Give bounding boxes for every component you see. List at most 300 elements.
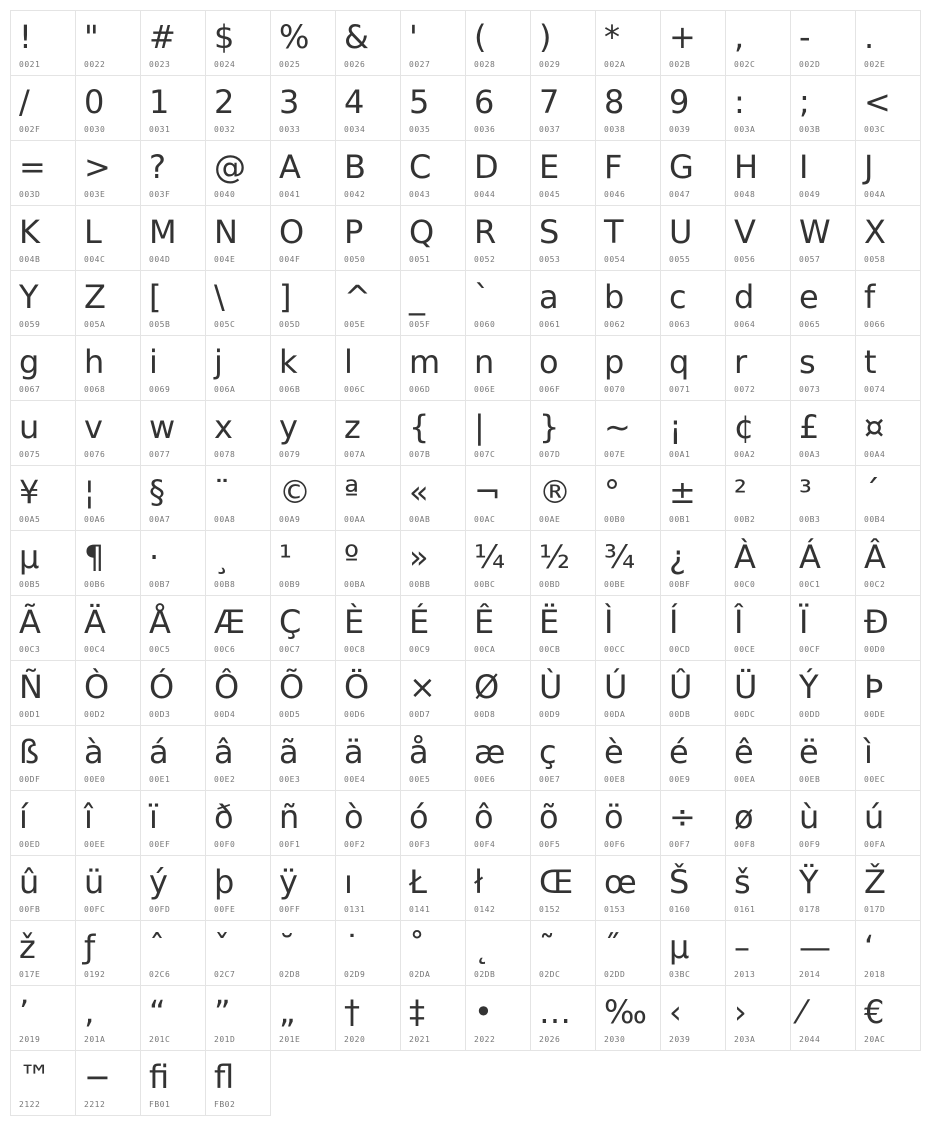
glyph-cell (335, 205, 401, 271)
glyph-char: Ö (344, 668, 370, 706)
glyph-cell (400, 140, 466, 206)
glyph-cell (75, 400, 141, 466)
glyph-code: 02DB (474, 970, 496, 979)
glyph-cell (725, 140, 791, 206)
glyph-cell (660, 530, 726, 596)
glyph-cell (205, 855, 271, 921)
glyph-cell (400, 985, 466, 1051)
glyph-cell (790, 335, 856, 401)
glyph-char: 2 (214, 83, 235, 121)
glyph-code: 2019 (19, 1035, 41, 1044)
glyph-code: 0042 (344, 190, 366, 199)
glyph-cell (465, 10, 531, 76)
glyph-cell (595, 10, 661, 76)
glyph-char: t (864, 343, 877, 381)
glyph-code: 2212 (84, 1100, 106, 1109)
glyph-code: 00BF (669, 580, 691, 589)
glyph-char: Ò (84, 668, 110, 706)
glyph-char: › (734, 993, 747, 1031)
glyph-char: 6 (474, 83, 495, 121)
glyph-char: Í (669, 603, 679, 641)
glyph-char: s (799, 343, 816, 381)
glyph-cell (335, 660, 401, 726)
glyph-code: 00E1 (149, 775, 171, 784)
glyph-code: 00CC (604, 645, 626, 654)
glyph-cell (400, 400, 466, 466)
glyph-code: 00CE (734, 645, 756, 654)
glyph-code: 0069 (149, 385, 171, 394)
glyph-code: 0053 (539, 255, 561, 264)
glyph-char: z (344, 408, 361, 446)
glyph-char: ﬁ (149, 1058, 170, 1096)
glyph-code: 004E (214, 255, 236, 264)
glyph-cell (855, 530, 921, 596)
glyph-char: ó (409, 798, 429, 836)
glyph-cell (335, 400, 401, 466)
glyph-cell (855, 660, 921, 726)
glyph-cell (335, 530, 401, 596)
glyph-char: Ó (149, 668, 175, 706)
glyph-cell (400, 920, 466, 986)
glyph-code: 0074 (864, 385, 886, 394)
glyph-cell (205, 725, 271, 791)
glyph-cell (205, 1050, 271, 1116)
glyph-cell (140, 75, 206, 141)
glyph-char: v (84, 408, 103, 446)
glyph-cell (140, 335, 206, 401)
glyph-cell (465, 400, 531, 466)
glyph-cell (790, 855, 856, 921)
glyph-cell (140, 10, 206, 76)
glyph-cell (335, 855, 401, 921)
glyph-char: * (604, 18, 620, 56)
glyph-code: 0022 (84, 60, 106, 69)
glyph-char: ¶ (84, 538, 105, 576)
glyph-code: 0061 (539, 320, 561, 329)
glyph-char: Ô (214, 668, 240, 706)
glyph-cell (725, 400, 791, 466)
glyph-char: µ (19, 538, 40, 576)
glyph-code: 0077 (149, 450, 171, 459)
glyph-char: ” (214, 993, 231, 1031)
glyph-char: Ø (474, 668, 500, 706)
glyph-code: 0056 (734, 255, 756, 264)
glyph-cell (465, 985, 531, 1051)
glyph-cell (270, 465, 336, 531)
glyph-char: « (409, 473, 429, 511)
glyph-char: ½ (539, 538, 571, 576)
glyph-code: 00F1 (279, 840, 301, 849)
glyph-char: » (409, 538, 429, 576)
glyph-char: g (19, 343, 40, 381)
glyph-char: > (84, 148, 111, 186)
glyph-code: 00F6 (604, 840, 626, 849)
glyph-char: U (669, 213, 693, 251)
glyph-code: 00A3 (799, 450, 821, 459)
glyph-code: 00D2 (84, 710, 106, 719)
glyph-cell (530, 985, 596, 1051)
glyph-cell (725, 660, 791, 726)
glyph-cell (725, 270, 791, 336)
glyph-code: 00DD (799, 710, 821, 719)
glyph-cell (530, 660, 596, 726)
glyph-char: Ï (799, 603, 809, 641)
glyph-code: 203A (734, 1035, 756, 1044)
glyph-char: 8 (604, 83, 625, 121)
glyph-code: 0153 (604, 905, 626, 914)
glyph-char: ã (279, 733, 299, 771)
glyph-char: ³ (799, 473, 812, 511)
glyph-char: u (19, 408, 40, 446)
glyph-cell (205, 400, 271, 466)
glyph-cell (75, 140, 141, 206)
glyph-code: 00E7 (539, 775, 561, 784)
glyph-char: A (279, 148, 301, 186)
glyph-cell (725, 75, 791, 141)
glyph-cell (205, 335, 271, 401)
glyph-code: 0032 (214, 125, 236, 134)
glyph-char: Ž (864, 863, 886, 901)
glyph-code: 00FB (19, 905, 41, 914)
glyph-char: C (409, 148, 432, 186)
glyph-char: _ (409, 278, 425, 316)
glyph-code: 007E (604, 450, 626, 459)
glyph-char: ¼ (474, 538, 506, 576)
glyph-char: T (604, 213, 624, 251)
glyph-cell (595, 985, 661, 1051)
glyph-cell (75, 790, 141, 856)
glyph-code: 2030 (604, 1035, 626, 1044)
glyph-char: J (864, 148, 874, 186)
glyph-char: Å (149, 603, 171, 641)
glyph-cell (725, 790, 791, 856)
glyph-cell (10, 140, 76, 206)
glyph-cell (790, 465, 856, 531)
glyph-code: 00B6 (84, 580, 106, 589)
glyph-cell (855, 465, 921, 531)
glyph-char: W (799, 213, 831, 251)
glyph-char: ç (539, 733, 557, 771)
glyph-code: 003B (799, 125, 821, 134)
glyph-code: 0062 (604, 320, 626, 329)
glyph-code: 00C2 (864, 580, 886, 589)
glyph-cell (465, 920, 531, 986)
glyph-cell (10, 855, 76, 921)
glyph-code: 0051 (409, 255, 431, 264)
glyph-char: ƒ (84, 928, 96, 966)
glyph-code: 2039 (669, 1035, 691, 1044)
glyph-char: Ý (799, 668, 819, 706)
glyph-code: 0052 (474, 255, 496, 264)
glyph-cell (725, 920, 791, 986)
glyph-char: ´ (864, 473, 880, 511)
glyph-code: 00EF (149, 840, 171, 849)
glyph-cell (335, 75, 401, 141)
glyph-char: a (539, 278, 559, 316)
glyph-code: 0038 (604, 125, 626, 134)
glyph-cell (75, 530, 141, 596)
glyph-cell (595, 595, 661, 661)
glyph-char: Û (669, 668, 693, 706)
glyph-cell (270, 10, 336, 76)
glyph-code: 00BD (539, 580, 561, 589)
glyph-char: h (84, 343, 105, 381)
glyph-cell (335, 985, 401, 1051)
glyph-char: Ð (864, 603, 889, 641)
glyph-code: 00DA (604, 710, 626, 719)
glyph-code: 00C7 (279, 645, 301, 654)
glyph-code: 002D (799, 60, 821, 69)
glyph-char: ı (344, 863, 353, 901)
glyph-code: 0047 (669, 190, 691, 199)
glyph-char: % (279, 18, 310, 56)
glyph-char: c (669, 278, 687, 316)
glyph-cell (205, 530, 271, 596)
glyph-char: ¹ (279, 538, 292, 576)
glyph-code: 005C (214, 320, 236, 329)
glyph-code: 00B1 (669, 515, 691, 524)
glyph-code: 005F (409, 320, 431, 329)
glyph-char: ‹ (669, 993, 682, 1031)
glyph-cell (75, 985, 141, 1051)
glyph-char: Z (84, 278, 106, 316)
glyph-cell (270, 205, 336, 271)
glyph-code: 00ED (19, 840, 41, 849)
glyph-cell (595, 725, 661, 791)
glyph-code: 0066 (864, 320, 886, 329)
glyph-grid (10, 10, 920, 1115)
glyph-char: Õ (279, 668, 305, 706)
glyph-cell (660, 725, 726, 791)
glyph-code: 0024 (214, 60, 236, 69)
glyph-char: • (474, 993, 493, 1031)
glyph-code: 00BB (409, 580, 431, 589)
glyph-cell (660, 270, 726, 336)
glyph-cell (335, 725, 401, 791)
glyph-char: . (864, 18, 875, 56)
glyph-char: Ë (539, 603, 560, 641)
glyph-code: 00E3 (279, 775, 301, 784)
glyph-cell (75, 10, 141, 76)
glyph-cell (75, 465, 141, 531)
glyph-char: â (214, 733, 234, 771)
glyph-cell (660, 985, 726, 1051)
glyph-cell (75, 205, 141, 271)
glyph-cell (270, 855, 336, 921)
glyph-cell (335, 920, 401, 986)
glyph-cell (725, 595, 791, 661)
glyph-code: 0025 (279, 60, 301, 69)
glyph-code: 0030 (84, 125, 106, 134)
glyph-cell (10, 10, 76, 76)
glyph-char: O (279, 213, 305, 251)
glyph-char: à (84, 733, 104, 771)
glyph-cell (465, 660, 531, 726)
glyph-char: í (19, 798, 28, 836)
glyph-cell (400, 725, 466, 791)
glyph-char: † (344, 993, 360, 1031)
glyph-char: μ (669, 928, 690, 966)
glyph-cell (530, 140, 596, 206)
glyph-char: ° (604, 473, 620, 511)
glyph-char: ß (19, 733, 40, 771)
glyph-cell (465, 270, 531, 336)
glyph-cell (725, 10, 791, 76)
glyph-cell (205, 140, 271, 206)
glyph-char: ˆ (149, 928, 165, 966)
glyph-char: × (409, 668, 436, 706)
glyph-cell (335, 595, 401, 661)
glyph-char: ì (864, 733, 873, 771)
glyph-code: 00A7 (149, 515, 171, 524)
glyph-code: 0023 (149, 60, 171, 69)
glyph-code: 006D (409, 385, 431, 394)
glyph-cell (140, 270, 206, 336)
glyph-cell (790, 10, 856, 76)
glyph-cell (855, 790, 921, 856)
glyph-code: 0044 (474, 190, 496, 199)
glyph-code: 00A4 (864, 450, 886, 459)
glyph-char: j (214, 343, 223, 381)
glyph-code: 00A2 (734, 450, 756, 459)
glyph-cell (335, 10, 401, 76)
glyph-cell (725, 205, 791, 271)
glyph-cell (75, 660, 141, 726)
glyph-code: 0054 (604, 255, 626, 264)
glyph-cell (75, 855, 141, 921)
glyph-char: ¥ (19, 473, 40, 511)
glyph-code: 004D (149, 255, 171, 264)
glyph-char: ˙ (344, 928, 360, 966)
glyph-code: 006E (474, 385, 496, 394)
glyph-code: 00E8 (604, 775, 626, 784)
glyph-char: { (409, 408, 430, 446)
glyph-char: Q (409, 213, 435, 251)
glyph-char: ù (799, 798, 820, 836)
glyph-cell (270, 920, 336, 986)
glyph-cell (595, 75, 661, 141)
glyph-char: ﬂ (214, 1058, 235, 1096)
glyph-code: 00FD (149, 905, 171, 914)
glyph-cell (400, 75, 466, 141)
glyph-code: 0029 (539, 60, 561, 69)
glyph-code: 00DF (19, 775, 41, 784)
glyph-cell (75, 725, 141, 791)
glyph-code: 2022 (474, 1035, 496, 1044)
glyph-char: G (669, 148, 694, 186)
glyph-char: ª (344, 473, 360, 511)
glyph-char: @ (214, 148, 246, 186)
glyph-code: 00B5 (19, 580, 41, 589)
glyph-cell (660, 920, 726, 986)
glyph-code: 00D0 (864, 645, 886, 654)
glyph-char: Š (669, 863, 690, 901)
glyph-char: R (474, 213, 497, 251)
glyph-code: 007D (539, 450, 561, 459)
glyph-code: 003E (84, 190, 106, 199)
glyph-cell (75, 75, 141, 141)
glyph-char: I (799, 148, 809, 186)
glyph-char: € (864, 993, 885, 1031)
glyph-code: 00BE (604, 580, 626, 589)
glyph-cell (140, 205, 206, 271)
glyph-char: Î (734, 603, 744, 641)
glyph-cell (270, 725, 336, 791)
glyph-char: ⁄ (799, 993, 805, 1031)
glyph-char: L (84, 213, 102, 251)
glyph-code: 2014 (799, 970, 821, 979)
glyph-char: & (344, 18, 369, 56)
glyph-char: ‘ (864, 928, 875, 966)
glyph-code: 0034 (344, 125, 366, 134)
glyph-code: 00E6 (474, 775, 496, 784)
glyph-code: 00A1 (669, 450, 691, 459)
glyph-char: î (84, 798, 93, 836)
glyph-char: ’ (19, 993, 30, 1031)
glyph-code: 02C7 (214, 970, 236, 979)
glyph-cell (10, 335, 76, 401)
glyph-cell (335, 335, 401, 401)
glyph-char: | (474, 408, 485, 446)
glyph-char: Ì (604, 603, 614, 641)
glyph-code: 0027 (409, 60, 431, 69)
glyph-code: 00A8 (214, 515, 236, 524)
glyph-code: 00C1 (799, 580, 821, 589)
glyph-cell (205, 595, 271, 661)
glyph-code: 00F9 (799, 840, 821, 849)
glyph-char: Œ (539, 863, 574, 901)
glyph-code: 02D8 (279, 970, 301, 979)
glyph-char: ˛ (474, 928, 490, 966)
glyph-cell (725, 530, 791, 596)
glyph-code: 00B3 (799, 515, 821, 524)
glyph-code: 0041 (279, 190, 301, 199)
glyph-cell (400, 855, 466, 921)
glyph-cell (530, 920, 596, 986)
glyph-char: ‡ (409, 993, 425, 1031)
glyph-cell (10, 270, 76, 336)
glyph-code: 0036 (474, 125, 496, 134)
glyph-char: “ (149, 993, 166, 1031)
glyph-char: ; (799, 83, 810, 121)
glyph-char: Ã (19, 603, 41, 641)
glyph-char: 7 (539, 83, 560, 121)
glyph-code: 006A (214, 385, 236, 394)
glyph-code: 00C9 (409, 645, 431, 654)
glyph-char: – (734, 928, 750, 966)
glyph-cell (140, 1050, 206, 1116)
glyph-code: 00AA (344, 515, 366, 524)
glyph-code: 0078 (214, 450, 236, 459)
glyph-cell (10, 465, 76, 531)
glyph-code: 0076 (84, 450, 106, 459)
glyph-char: 5 (409, 83, 430, 121)
glyph-cell (270, 530, 336, 596)
glyph-char: ± (669, 473, 696, 511)
glyph-code: 00F8 (734, 840, 756, 849)
glyph-cell (530, 725, 596, 791)
glyph-cell (140, 920, 206, 986)
glyph-code: 00F3 (409, 840, 431, 849)
glyph-code: 00F4 (474, 840, 496, 849)
glyph-cell (855, 595, 921, 661)
glyph-cell (10, 920, 76, 986)
glyph-cell (140, 400, 206, 466)
glyph-cell (530, 270, 596, 336)
glyph-cell (790, 790, 856, 856)
glyph-code: 00DE (864, 710, 886, 719)
glyph-char: ^ (344, 278, 371, 316)
